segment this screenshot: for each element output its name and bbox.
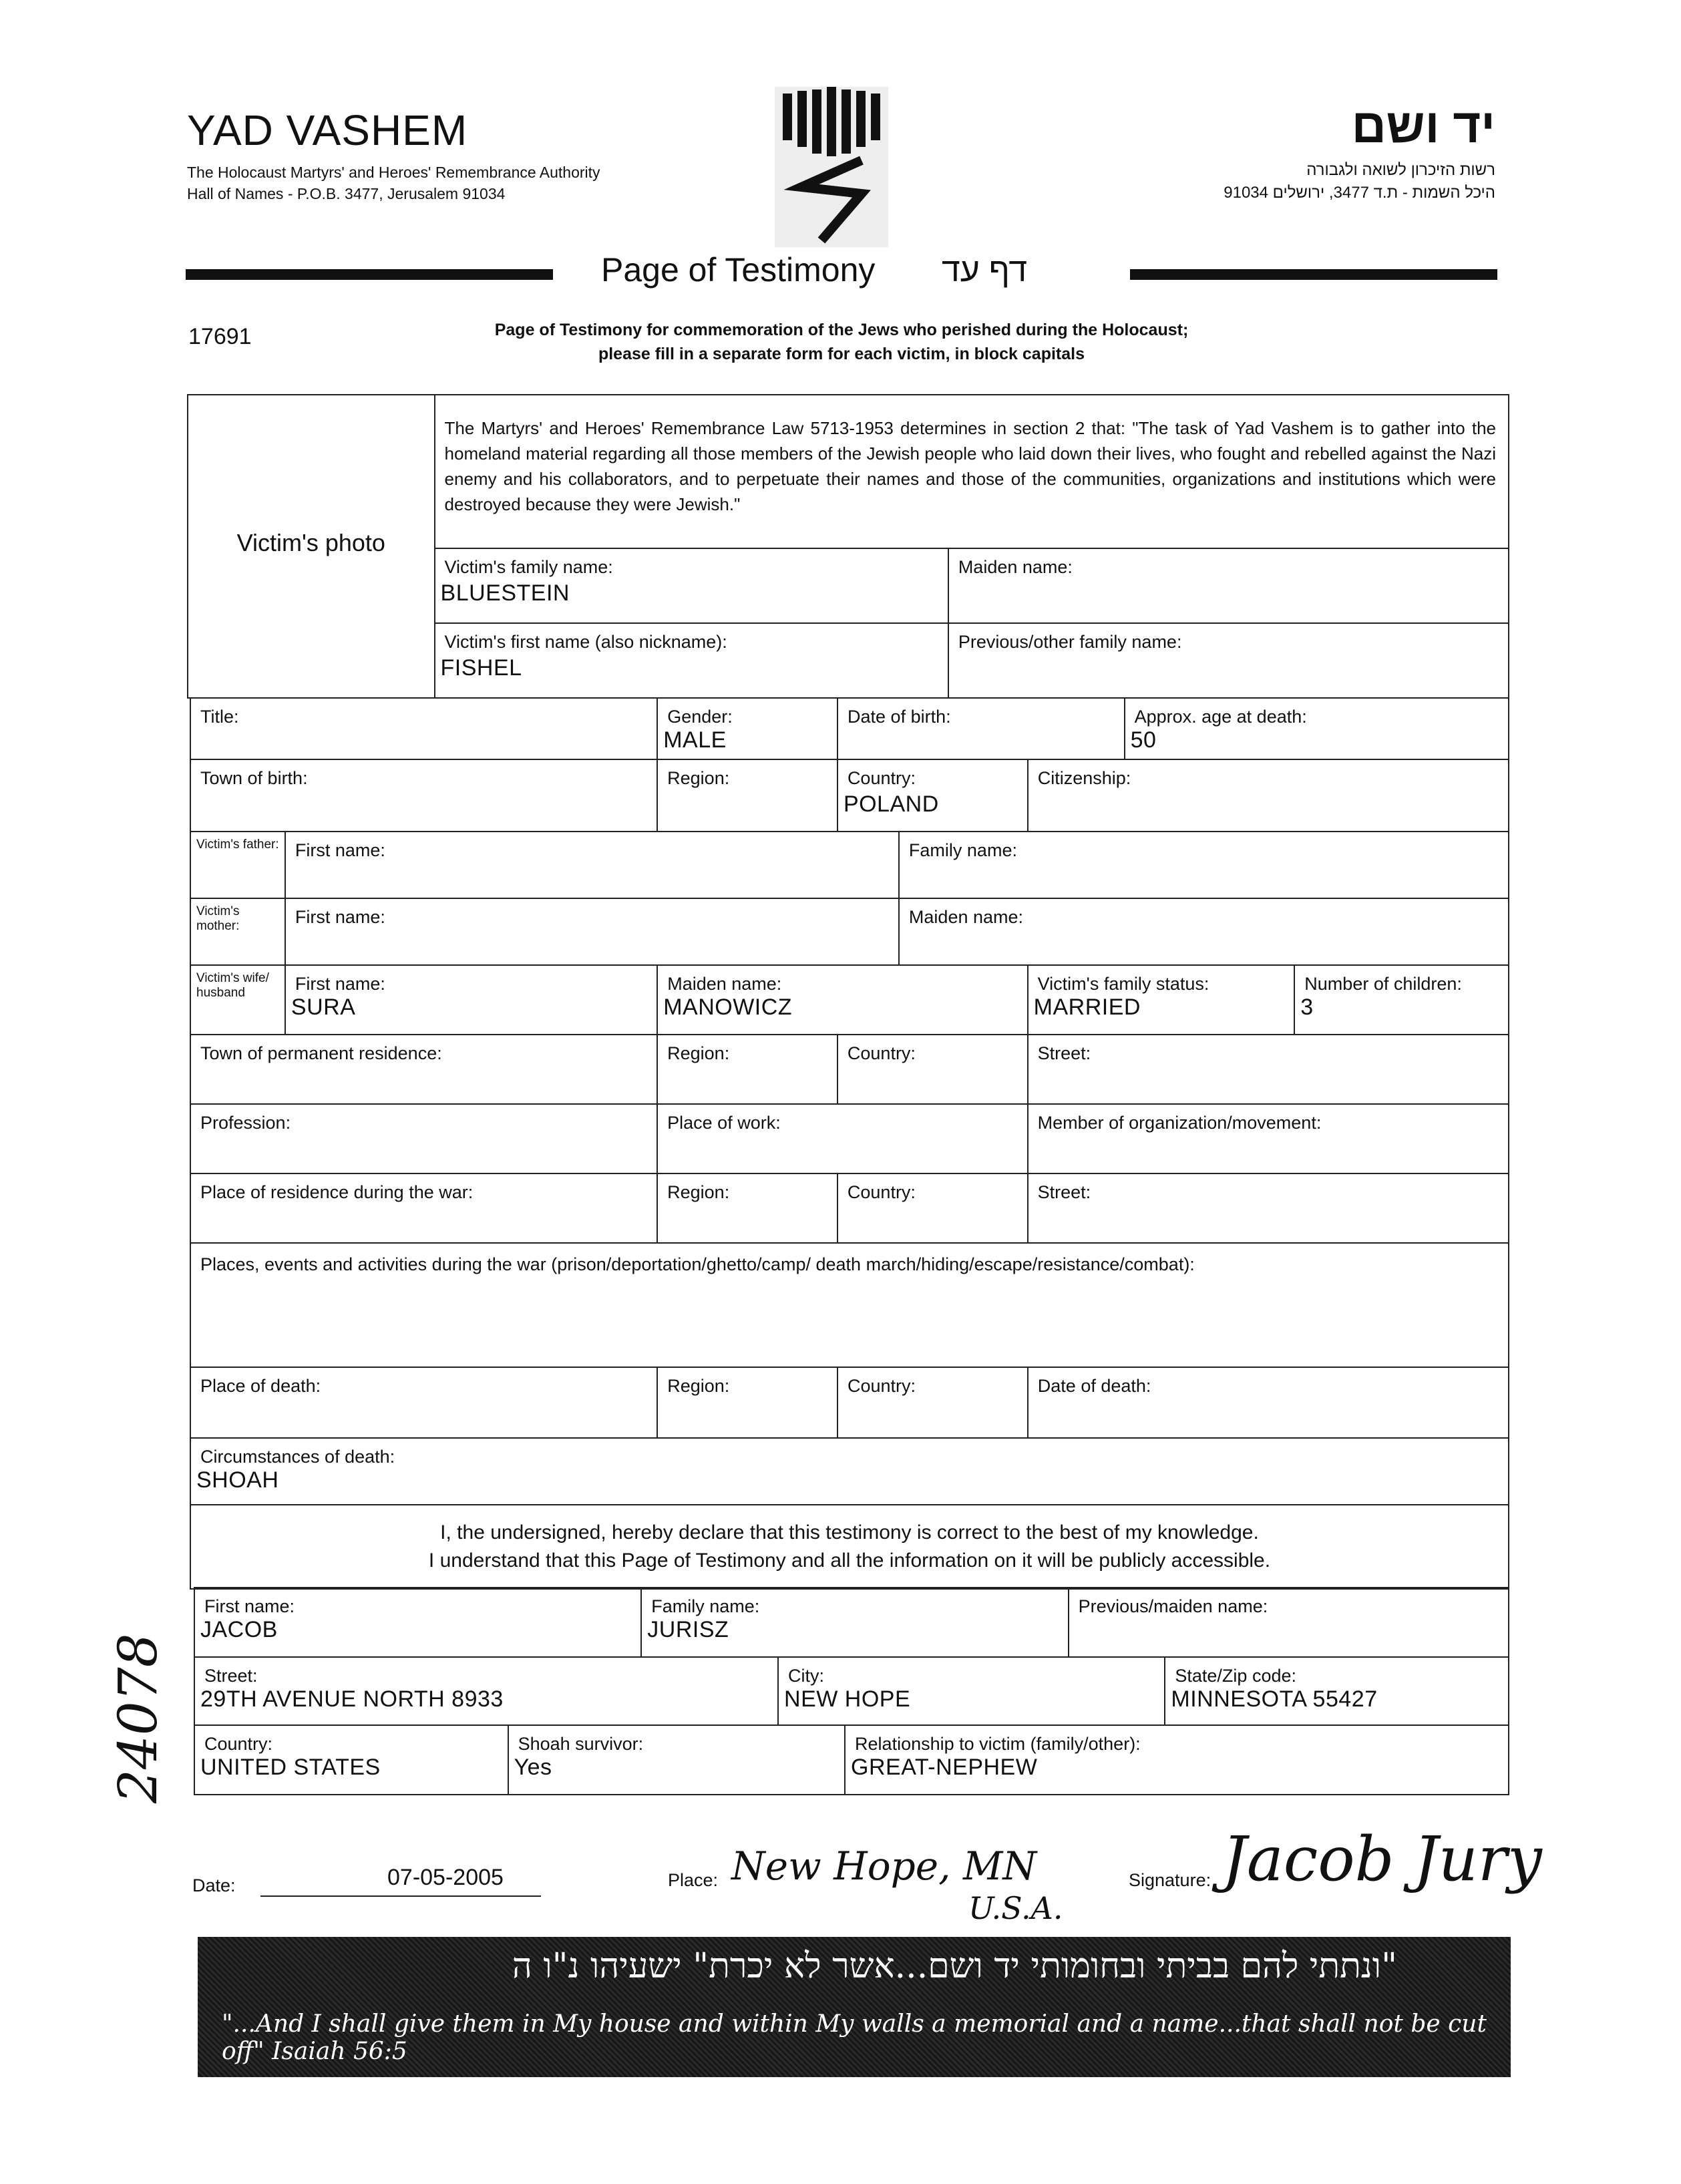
circumstances-field[interactable] <box>190 1438 1509 1505</box>
field-label: Region: <box>667 1376 730 1396</box>
hebrew-org-name: יד ושם <box>1351 100 1495 153</box>
intro-line2: please fill in a separate form for each victim, in block capitals <box>598 345 1085 363</box>
field-label: Family name: <box>651 1596 760 1616</box>
gender-field[interactable] <box>657 698 837 759</box>
field-label: Town of birth: <box>200 768 308 788</box>
permanent-region-field[interactable] <box>657 1035 837 1104</box>
field-value: 50 <box>1130 727 1157 753</box>
father-family-name-field[interactable] <box>899 832 1509 898</box>
quote-banner <box>198 1937 1511 2077</box>
side-label-text: Victim's mother: <box>196 904 240 933</box>
field-label: Place of work: <box>667 1113 781 1133</box>
profession-field[interactable] <box>190 1104 657 1173</box>
header-rule-left <box>186 269 553 280</box>
submitter-prev-name-field[interactable] <box>1069 1588 1509 1657</box>
field-label: Maiden name: <box>667 974 782 994</box>
field-value: SHOAH <box>196 1467 279 1493</box>
permanent-street-field[interactable] <box>1028 1035 1509 1104</box>
field-label: Street: <box>1037 1043 1091 1063</box>
field-label: Street: <box>204 1666 258 1686</box>
victim-birth-row <box>190 759 1509 832</box>
submitter-country-field[interactable] <box>194 1725 508 1795</box>
field-label: Country: <box>848 1376 916 1396</box>
header-rule-right <box>1130 269 1497 280</box>
victim-basic-row <box>190 697 1509 760</box>
father-side-label <box>190 832 285 898</box>
hebrew-subtitle <box>1224 159 1495 204</box>
place-of-work-field[interactable] <box>657 1104 1027 1173</box>
field-label: Date of death: <box>1037 1376 1151 1396</box>
date-value[interactable]: 07-05-2005 <box>387 1865 504 1890</box>
field-label: Family name: <box>908 840 1017 860</box>
date-underline <box>260 1895 541 1897</box>
intro-line1: Page of Testimony for commemoration of the Jews who perished during the Holocaust; <box>494 321 1189 339</box>
mother-maiden-name-field[interactable] <box>899 898 1509 965</box>
field-value: POLAND <box>843 791 939 817</box>
field-label: Profession: <box>200 1113 291 1133</box>
field-label: Previous/maiden name: <box>1078 1596 1268 1616</box>
field-label: Region: <box>667 1043 730 1063</box>
field-value: MANOWICZ <box>663 994 793 1020</box>
form-number: 17691 <box>188 324 252 349</box>
field-label: Title: <box>200 707 239 727</box>
field-value: UNITED STATES <box>200 1755 381 1780</box>
mother-side-label <box>190 898 285 965</box>
field-label: Shoah survivor: <box>518 1734 644 1754</box>
side-label-text: Victim's wife/ husband <box>196 971 269 1000</box>
war-residence-field[interactable] <box>190 1173 657 1243</box>
field-label: Place of death: <box>200 1376 321 1396</box>
field-value: MALE <box>663 727 727 753</box>
signature-label: Signature: <box>1129 1870 1211 1890</box>
place-of-death-field[interactable] <box>190 1367 657 1438</box>
form-intro <box>414 318 1269 366</box>
permanent-town-field[interactable] <box>190 1035 657 1104</box>
field-label: Victim's first name (also nickname): <box>444 632 727 652</box>
page-title-hebrew: דף עד <box>942 251 1028 289</box>
field-label: First name: <box>204 1596 295 1616</box>
organization-field[interactable] <box>1028 1104 1509 1173</box>
field-value: 29TH AVENUE NORTH 8933 <box>200 1686 504 1712</box>
law-box <box>435 395 1509 548</box>
spouse-first-name-field[interactable] <box>285 965 657 1035</box>
victim-prev-family-field[interactable] <box>948 623 1509 698</box>
field-label: Number of children: <box>1304 974 1462 994</box>
field-label: Maiden name: <box>908 907 1024 927</box>
field-value: MINNESOTA 55427 <box>1171 1686 1378 1712</box>
field-label: Victim's family name: <box>444 557 613 577</box>
field-label: Approx. age at death: <box>1134 707 1307 727</box>
victim-top-block <box>187 394 1509 699</box>
declaration-line1: I, the undersigned, hereby declare that this testimony is correct to the best of my knowledge. <box>440 1521 1259 1543</box>
field-label: First name: <box>295 840 385 860</box>
spouse-row <box>190 964 1509 1035</box>
org-name: YAD VASHEM <box>187 106 468 154</box>
victim-maiden-name-field[interactable] <box>948 548 1509 623</box>
field-label: Circumstances of death: <box>200 1447 395 1467</box>
country-field[interactable] <box>837 759 1028 832</box>
page-title: Page of Testimony <box>601 251 876 289</box>
hebrew-subtitle-line1: רשות הזיכרון לשואה ולגבורה <box>1306 161 1495 179</box>
field-value: BLUESTEIN <box>440 580 570 606</box>
field-label: Previous/other family name: <box>958 632 1182 652</box>
submitter-state-field[interactable] <box>1165 1657 1509 1725</box>
war-country-field[interactable] <box>837 1173 1028 1243</box>
field-value: GREAT-NEPHEW <box>851 1755 1038 1780</box>
field-label: Street: <box>1037 1182 1091 1202</box>
field-label: Country: <box>204 1734 273 1754</box>
submitter-country-row <box>194 1724 1509 1795</box>
submitter-name-row <box>194 1587 1509 1658</box>
org-subtitle-line2: Hall of Names - P.O.B. 3477, Jerusalem 91034 <box>187 185 506 202</box>
war-region-field[interactable] <box>657 1173 837 1243</box>
submitter-family-name-field[interactable] <box>641 1588 1068 1657</box>
submitter-address-row <box>194 1656 1509 1726</box>
place-handwritten[interactable]: New Hope, MN <box>731 1843 1037 1889</box>
field-label: Place of residence during the war: <box>200 1182 474 1202</box>
declaration-line2: I understand that this Page of Testimony and all the information on it will be publicly accessible. <box>428 1550 1271 1572</box>
title-field[interactable] <box>190 698 657 759</box>
spouse-maiden-name-field[interactable] <box>657 965 1027 1035</box>
region-field[interactable] <box>657 759 837 832</box>
place-handwritten-line2: U.S.A. <box>968 1890 1063 1926</box>
date-of-birth-field[interactable] <box>837 698 1125 759</box>
field-value: SURA <box>291 994 356 1020</box>
field-label: Country: <box>847 768 916 788</box>
submitter-street-field[interactable] <box>194 1657 778 1725</box>
father-first-name-field[interactable] <box>285 832 899 898</box>
field-value: MARRIED <box>1033 994 1141 1020</box>
banner-hebrew-quote: "ונתתי להם בביתי ובחומותי יד ושם...אשר לא יכרת" ישעיהו נ"ו ה <box>512 1946 1397 1986</box>
war-street-field[interactable] <box>1028 1173 1509 1243</box>
declaration-box <box>190 1505 1509 1589</box>
submitter-first-name-field[interactable] <box>194 1588 641 1657</box>
field-label: Region: <box>667 768 730 788</box>
field-label: Victim's family status: <box>1037 974 1209 994</box>
family-status-field[interactable] <box>1028 965 1295 1035</box>
war-block <box>190 1242 1509 1590</box>
victim-family-name-field[interactable] <box>435 548 948 623</box>
children-count-field[interactable] <box>1294 965 1509 1035</box>
field-value: NEW HOPE <box>784 1686 911 1712</box>
signature[interactable]: Jacob Jury <box>1222 1823 1542 1895</box>
field-label: City: <box>788 1666 825 1686</box>
field-label: Citizenship: <box>1037 768 1131 788</box>
field-label: Region: <box>667 1182 730 1202</box>
place-label: Place: <box>668 1870 719 1890</box>
field-label: Maiden name: <box>958 557 1073 577</box>
permanent-country-field[interactable] <box>837 1035 1028 1104</box>
photo-label: Victim's photo <box>236 529 385 556</box>
field-label: Relationship to victim (family/other): <box>855 1734 1141 1754</box>
victim-photo-box <box>188 395 435 698</box>
banner-english-quote: "...And I shall give them in My house and within My walls a memorial and a name...that shall not be cut off" Isaiah 56:5 <box>222 2010 1487 2065</box>
field-label: Member of organization/movement: <box>1037 1113 1322 1133</box>
victim-first-name-field[interactable] <box>435 623 948 698</box>
parents-block <box>190 831 1509 966</box>
field-label: First name: <box>295 907 385 927</box>
death-region-field[interactable] <box>657 1367 837 1438</box>
side-label-text: Victim's father: <box>196 838 279 852</box>
field-label: Gender: <box>667 707 733 727</box>
org-subtitle-line1: The Holocaust Martyrs' and Heroes' Remembrance Authority <box>187 164 600 181</box>
org-subtitle <box>187 162 600 204</box>
field-label: State/Zip code: <box>1175 1666 1296 1686</box>
law-text: The Martyrs' and Heroes' Remembrance Law 5713-1953 determines in section 2 that: "The task of Yad Vashem is to gather into the homeland material regarding all those members of the Jewish people who laid down their lives, who fought and rebelled against the Nazi enemy and his collaborators, and to perpetuate their names and those of the communities, organizations and institutions which were destroyed because they were Jewish." <box>444 418 1496 514</box>
citizenship-field[interactable] <box>1028 759 1509 832</box>
field-value: FISHEL <box>440 655 522 681</box>
date-label: Date: <box>192 1875 236 1895</box>
field-label: Country: <box>847 1043 916 1063</box>
spouse-side-label <box>190 965 285 1035</box>
shoah-survivor-field[interactable] <box>508 1725 845 1795</box>
mother-first-name-field[interactable] <box>285 898 899 965</box>
date-of-death-field[interactable] <box>1028 1367 1509 1438</box>
war-events-field[interactable] <box>190 1243 1509 1367</box>
submitter-city-field[interactable] <box>778 1657 1165 1725</box>
side-handwritten-number: 24078 <box>107 1633 169 1803</box>
field-label: Town of permanent residence: <box>200 1043 442 1063</box>
declaration-text <box>191 1505 1508 1588</box>
field-label: Places, events and activities during the war (prison/deportation/ghetto/camp/ death march/hiding/escape/resistance/combat): <box>200 1254 1195 1274</box>
field-label: First name: <box>295 974 385 994</box>
residence-block <box>190 1034 1509 1244</box>
death-country-field[interactable] <box>837 1367 1028 1438</box>
field-label: Country: <box>847 1182 916 1202</box>
field-value: 3 <box>1300 994 1314 1020</box>
field-value: JURISZ <box>647 1617 729 1642</box>
hebrew-subtitle-line2: היכל השמות - ת.ד 3477, ירושלים 91034 <box>1224 184 1495 202</box>
field-value: JACOB <box>200 1617 278 1642</box>
field-label: Date of birth: <box>848 707 951 727</box>
field-value: Yes <box>514 1755 552 1780</box>
yad-vashem-logo-icon <box>775 87 888 247</box>
town-of-birth-field[interactable] <box>190 759 657 832</box>
age-at-death-field[interactable] <box>1125 698 1509 759</box>
relationship-field[interactable] <box>845 1725 1509 1795</box>
